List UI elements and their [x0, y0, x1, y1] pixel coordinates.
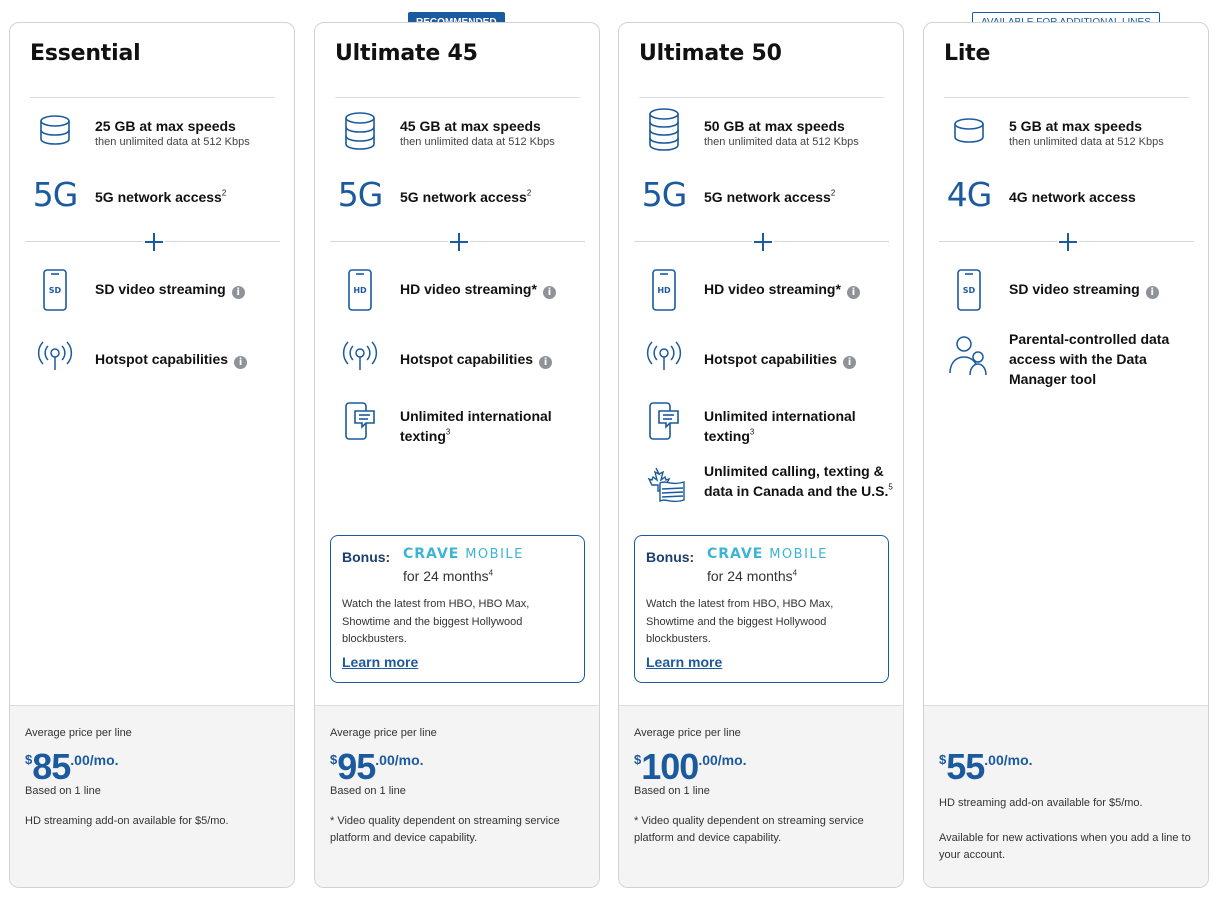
info-icon[interactable]: i: [1146, 286, 1159, 299]
price-note-activation: Available for new activations when you add a line to your account.: [939, 832, 1191, 861]
bonus-description: Watch the latest from HBO, HBO Max, Showtime and the biggest Hollywood blockbusters.: [646, 598, 834, 645]
avg-price-label: Average price per line: [25, 727, 132, 739]
data-sublabel: then unlimited data at 512 Kbps: [1009, 136, 1164, 148]
svg-text:HD: HD: [353, 286, 367, 295]
network-label: 5G network access: [704, 189, 831, 205]
plus-icon: [752, 231, 774, 253]
crave-mobile-logo: CRAVE MOBILE: [707, 546, 828, 562]
learn-more-link[interactable]: Learn more: [342, 654, 419, 670]
network-5g-icon: 5G: [32, 175, 78, 214]
svg-text:SD: SD: [48, 286, 62, 295]
bonus-description: Watch the latest from HBO, HBO Max, Showtime and the biggest Hollywood blockbusters.: [342, 598, 530, 645]
learn-more-link[interactable]: Learn more: [646, 654, 723, 670]
data-label: 45 GB at max speeds: [400, 118, 541, 134]
phone-video-icon: [30, 269, 80, 311]
network-label: 4G network access: [1009, 189, 1136, 205]
plan-title: Ultimate 50: [639, 41, 884, 98]
plan-title: Ultimate 45: [335, 41, 580, 98]
data-sublabel: then unlimited data at 512 Kbps: [704, 136, 859, 148]
data-label: 25 GB at max speeds: [95, 118, 236, 134]
based-on-label: Based on 1 line: [25, 785, 101, 797]
bonus-duration: for 24 months$^4$: [403, 568, 494, 584]
network-5g-icon: 5G: [337, 175, 383, 214]
info-icon[interactable]: i: [843, 356, 856, 369]
avg-price-label: Average price per line: [634, 727, 741, 739]
hotspot-icon: [639, 339, 689, 371]
parental-control-label: Parental-controlled data access with the Data Manager tool: [1009, 331, 1170, 387]
plus-icon: [143, 231, 165, 253]
avg-price-label: Average price per line: [330, 727, 437, 739]
plan-card-lite: [923, 22, 1209, 888]
plan-card-essential: Essential 25 GB at max speeds then unlimited data at 512 Kbps 5G 5G network access$^2$ SD SD video streaming i Hotspot capabilities i Average price per line $85.00/mo. Based on 1 line HD streaming add-on available for $5/mo.: [9, 22, 295, 888]
video-label: SD video streaming: [1009, 281, 1140, 297]
network-5g-icon: 5G: [641, 175, 687, 214]
price-section: [315, 705, 599, 888]
info-icon[interactable]: i: [847, 286, 860, 299]
svg-text:SD: SD: [962, 286, 976, 295]
plus-icon: [448, 231, 470, 253]
intl-texting-label: Unlimited international texting: [400, 408, 552, 444]
network-4g-icon: 4G: [946, 175, 992, 214]
plan-title: Essential: [30, 41, 275, 98]
price-section: [619, 705, 903, 888]
canada-us-flag-icon: [639, 465, 689, 505]
info-icon[interactable]: i: [539, 356, 552, 369]
plan-card-ultimate-50: Ultimate 50 50 GB at max speeds then unlimited data at 512 Kbps 5G 5G network access$^2$ HD HD video streaming* i Hotspot capabilities i Unlimited international texting$^3$ Unlimited calling, texting & data in Canada and the U.S.$^5$ Bonus: CRAVE MOBILE for 24 months$^4$ Watch the latest from HBO, HBO Max, Showtime and the biggest Hollywood blockbusters. Learn more Average price per line $100.00/mo. Based on 1 line * Video quality dependent on streaming service platform and device capability.: [618, 22, 904, 888]
price-section: [924, 705, 1208, 888]
parent-child-icon: [944, 333, 994, 377]
database-icon: [944, 117, 994, 145]
info-icon[interactable]: i: [234, 356, 247, 369]
hotspot-label: Hotspot capabilities: [95, 351, 229, 367]
price-note: HD streaming add-on available for $5/mo.: [25, 815, 229, 827]
network-label: 5G network access: [400, 189, 527, 205]
video-label: HD video streaming*: [704, 281, 841, 297]
data-label: 5 GB at max speeds: [1009, 118, 1143, 134]
database-icon: [335, 111, 385, 151]
bonus-duration: for 24 months$^4$: [707, 568, 798, 584]
info-icon[interactable]: i: [232, 286, 245, 299]
database-icon: [639, 107, 689, 153]
bonus-label: Bonus:: [342, 549, 391, 565]
price: $85.00/mo.: [25, 746, 119, 787]
plan-card-ultimate-45: Ultimate 45 45 GB at max speeds then unlimited data at 512 Kbps 5G 5G network access$^2$ HD HD video streaming* i Hotspot capabilities i Unlimited international texting$^3$ Bonus: CRAVE MOBILE for 24 months$^4$ Watch the latest from HBO, HBO Max, Showtime and the biggest Hollywood blockbusters. Learn more Average price per line $95.00/mo. Based on 1 line * Video quality dependent on streaming service platform and device capability.: [314, 22, 600, 888]
data-sublabel: then unlimited data at 512 Kbps: [95, 136, 250, 148]
phone-message-icon: [639, 401, 689, 441]
data-sublabel: then unlimited data at 512 Kbps: [400, 136, 555, 148]
plan-title: Lite: [944, 41, 1189, 98]
price-note: * Video quality dependent on streaming service platform and device capability.: [634, 815, 864, 844]
bonus-box: [634, 535, 889, 683]
hotspot-icon: [335, 339, 385, 371]
price: $95.00/mo.: [330, 746, 424, 787]
price: $55.00/mo.: [939, 746, 1033, 787]
video-label: HD video streaming*: [400, 281, 537, 297]
phone-video-icon: [944, 269, 994, 311]
price-note: * Video quality dependent on streaming service platform and device capability.: [330, 815, 560, 844]
network-label: 5G network access: [95, 189, 222, 205]
canada-us-label: Unlimited calling, texting & data in Canada and the U.S.: [704, 463, 889, 499]
hotspot-label: Hotspot capabilities: [704, 351, 838, 367]
phone-message-icon: [335, 401, 385, 441]
phone-video-icon: [639, 269, 689, 311]
based-on-label: Based on 1 line: [634, 785, 710, 797]
plus-icon: [1057, 231, 1079, 253]
info-icon[interactable]: i: [543, 286, 556, 299]
intl-texting-label: Unlimited international texting: [704, 408, 856, 444]
bonus-box: [330, 535, 585, 683]
crave-mobile-logo: CRAVE MOBILE: [403, 546, 524, 562]
phone-video-icon: [335, 269, 385, 311]
based-on-label: Based on 1 line: [330, 785, 406, 797]
hotspot-label: Hotspot capabilities: [400, 351, 534, 367]
database-icon: [30, 113, 80, 147]
bonus-label: Bonus:: [646, 549, 695, 565]
hotspot-icon: [30, 339, 80, 371]
price: $100.00/mo.: [634, 746, 747, 787]
video-label: SD video streaming: [95, 281, 226, 297]
svg-text:HD: HD: [657, 286, 671, 295]
price-note: HD streaming add-on available for $5/mo.: [939, 797, 1143, 809]
price-section: [10, 705, 294, 888]
data-label: 50 GB at max speeds: [704, 118, 845, 134]
